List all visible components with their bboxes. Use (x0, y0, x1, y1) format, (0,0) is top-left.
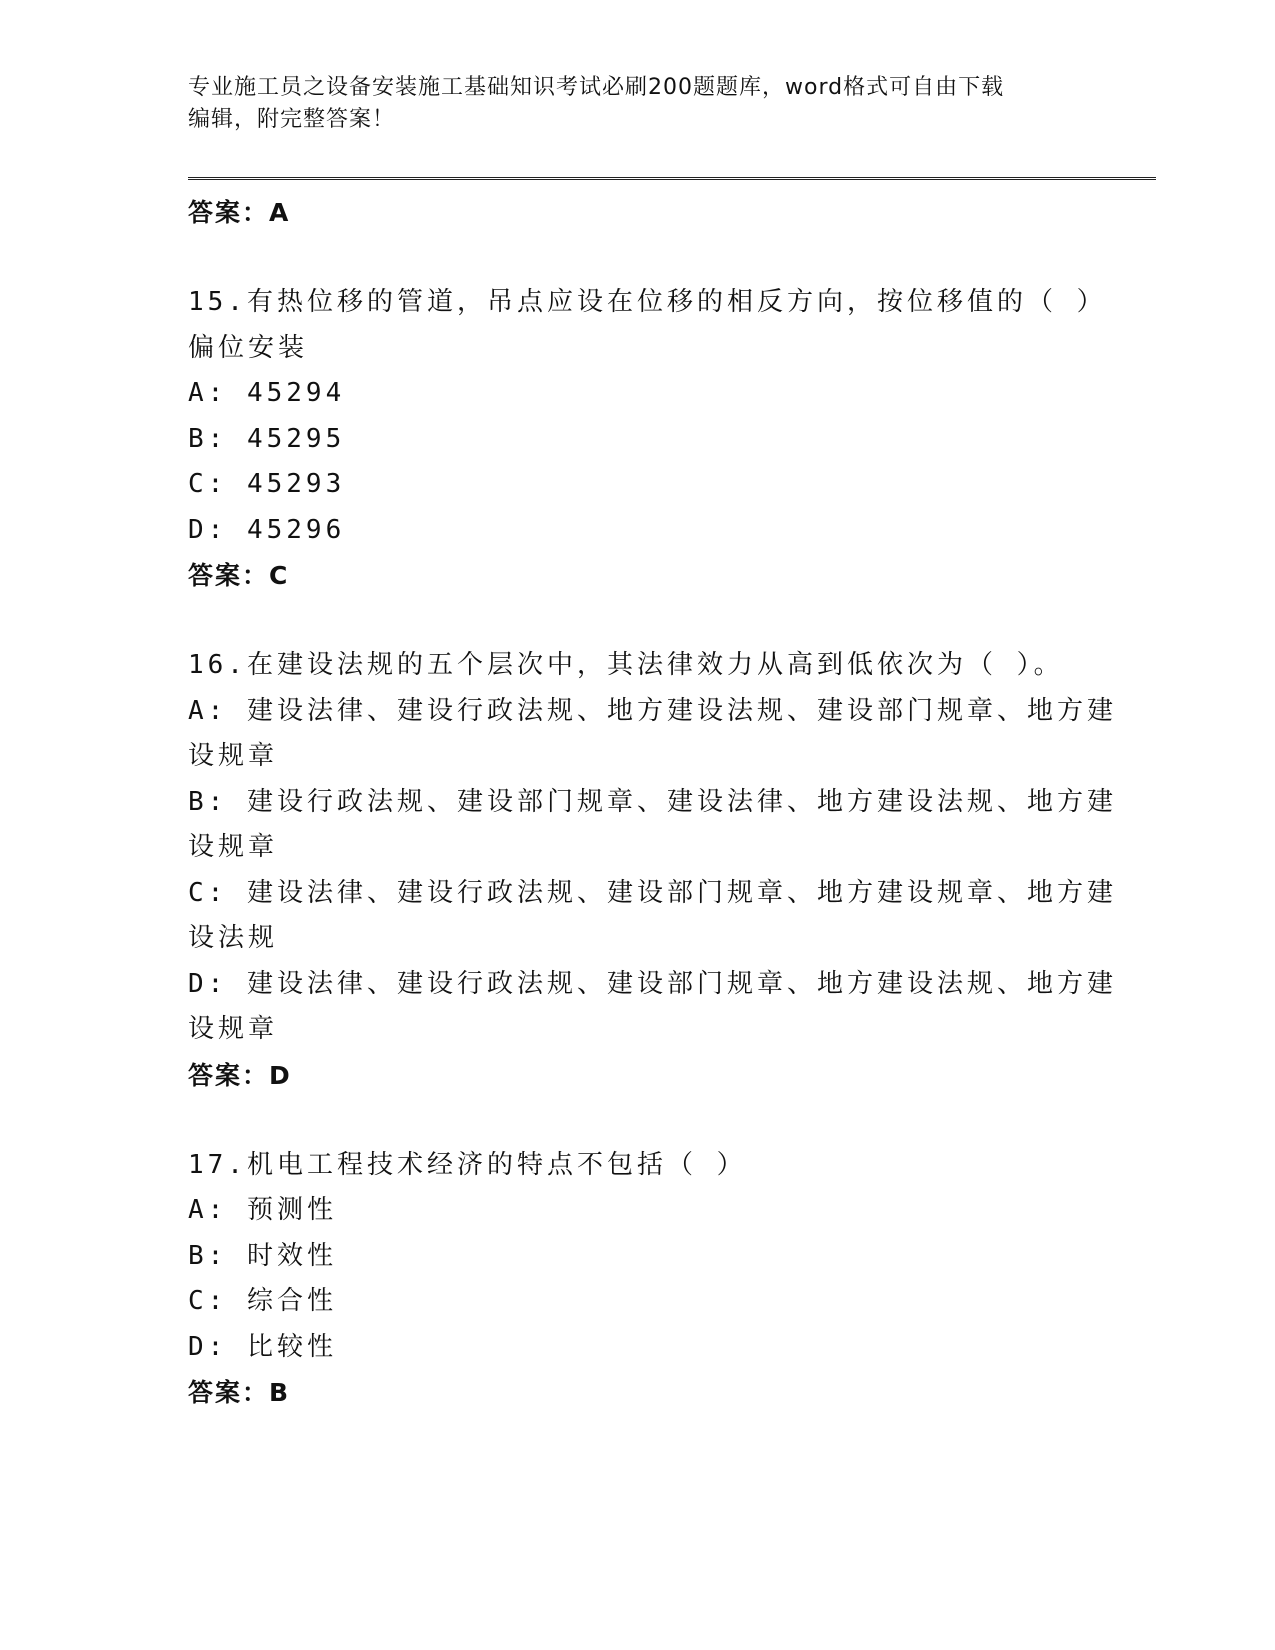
question-stem: 15.有热位移的管道，吊点应设在位移的相反方向，按位移值的（ ） (188, 287, 1107, 317)
option-a: A: 预测性 (188, 1195, 337, 1225)
question-17 (188, 1143, 1088, 1417)
answer-line: 答案：C (188, 561, 290, 590)
question-stem: 17.机电工程技术经济的特点不包括（ ） (188, 1149, 747, 1180)
option-c-continued: 设法规 (188, 923, 279, 953)
answer-line: 答案：B (188, 1378, 291, 1407)
option-d-continued: 设规章 (188, 1014, 279, 1044)
header-line-2: 编辑，附完整答案！ (188, 107, 396, 132)
question-16 (188, 643, 1117, 1099)
question-stem: 16.在建设法规的五个层次中，其法律效力从高到低依次为（ ）。 (188, 650, 1064, 680)
option-b: B: 时效性 (188, 1240, 337, 1271)
answer-line: 答案：D (188, 1060, 292, 1090)
header-line-1: 专业施工员之设备安装施工基础知识考试必刷200题题库，word格式可自由下载 (188, 75, 1005, 100)
option-d: D: 比较性 (188, 1331, 337, 1362)
question-15 (188, 280, 1107, 599)
option-a-continued: 设规章 (188, 741, 279, 771)
question-list (188, 190, 1117, 1416)
option-b: B: 建设行政法规、建设部门规章、建设法律、地方建设法规、地方建 (188, 786, 1117, 817)
header-divider (188, 177, 1156, 180)
option-d: D: 建设法律、建设行政法规、建设部门规章、地方建设法规、地方建 (188, 968, 1117, 999)
option-a: A: 建设法律、建设行政法规、地方建设法规、建设部门规章、地方建 (188, 695, 1117, 726)
option-b-continued: 设规章 (188, 832, 279, 862)
option-b: B: 45295 (188, 423, 346, 454)
option-c: C: 建设法律、建设行政法规、建设部门规章、地方建设规章、地方建 (188, 877, 1117, 908)
option-a: A: 45294 (188, 378, 346, 408)
option-c: C: 综合性 (188, 1286, 337, 1316)
option-c: C: 45293 (188, 469, 346, 499)
answer-line: 答案：A (188, 198, 291, 227)
question-stem-continued: 偏位安装 (188, 332, 309, 363)
document-header (188, 72, 1068, 136)
option-d: D: 45296 (188, 514, 346, 545)
